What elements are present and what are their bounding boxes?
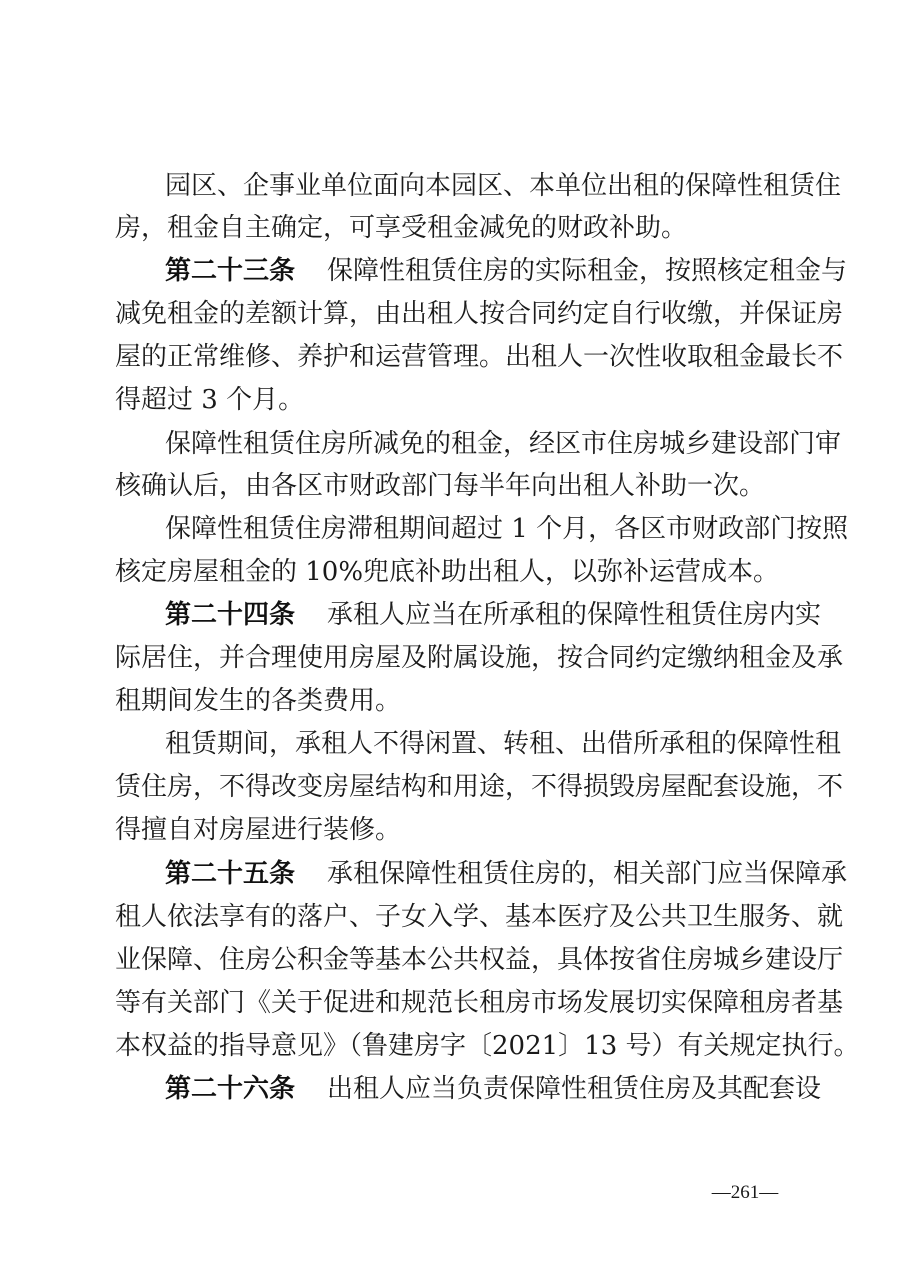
paragraph-line: 园区、企事业单位面向本园区、本单位出租的保障性租赁住 (165, 171, 842, 201)
paragraph-line: 租人依法享有的落户、子女入学、基本医疗及公共卫生服务、就 (115, 902, 844, 932)
article-heading: 第二十五条 (165, 859, 296, 889)
article-text: 承租人应当在所承租的保障性租赁住房内实 (327, 600, 822, 630)
article-text: 承租保障性租赁住房的，相关部门应当保障承 (327, 859, 848, 889)
paragraph-line: 核确认后，由各区市财政部门每半年向出租人补助一次。 (115, 471, 766, 501)
paragraph-line: 减免租金的差额计算，由出租人按合同约定自行收缴，并保证房 (115, 299, 844, 329)
paragraph-line: 等有关部门《关于促进和规范长租房市场发展切实保障租房者基 (115, 988, 844, 1018)
article-heading: 第二十六条 (165, 1074, 296, 1104)
paragraph-line: 房，租金自主确定，可享受租金减免的财政补助。 (115, 213, 688, 243)
article-text: 保障性租赁住房的实际租金，按照核定租金与 (327, 256, 848, 286)
article-heading: 第二十四条 (165, 600, 296, 630)
paragraph-line: 得擅自对房屋进行装修。 (115, 815, 402, 845)
paragraph-line: 屋的正常维修、养护和运营管理。出租人一次性收取租金最长不 (115, 342, 844, 372)
article-text: 出租人应当负责保障性租赁住房及其配套设 (327, 1074, 822, 1104)
page-number: —261— (711, 1182, 779, 1203)
paragraph-line: 保障性租赁住房所减免的租金，经区市住房城乡建设部门审 (165, 429, 842, 459)
article-first-line (165, 598, 822, 632)
paragraph-line: 租期间发生的各类费用。 (115, 686, 402, 716)
paragraph-line: 赁住房，不得改变房屋结构和用途，不得损毁房屋配套设施，不 (115, 772, 844, 802)
article-heading: 第二十三条 (165, 256, 296, 286)
paragraph-line: 际居住，并合理使用房屋及附属设施，按合同约定缴纳租金及承 (115, 643, 844, 673)
article-first-line (165, 254, 848, 288)
article-first-line (165, 1072, 822, 1106)
paragraph-line: 核定房屋租金的 10%兜底补助出租人，以弥补运营成本。 (115, 557, 780, 587)
paragraph-line: 得超过 3 个月。 (115, 385, 305, 415)
paragraph-line: 业保障、住房公积金等基本公共权益，具体按省住房城乡建设厅 (115, 945, 844, 975)
article-first-line (165, 857, 848, 891)
paragraph-line: 租赁期间，承租人不得闲置、转租、出借所承租的保障性租 (165, 729, 842, 759)
paragraph-line: 本权益的指导意见》（鲁建房字〔2021〕13 号）有关规定执行。 (115, 1031, 860, 1061)
paragraph-line: 保障性租赁住房滞租期间超过 1 个月，各区市财政部门按照 (165, 514, 849, 544)
